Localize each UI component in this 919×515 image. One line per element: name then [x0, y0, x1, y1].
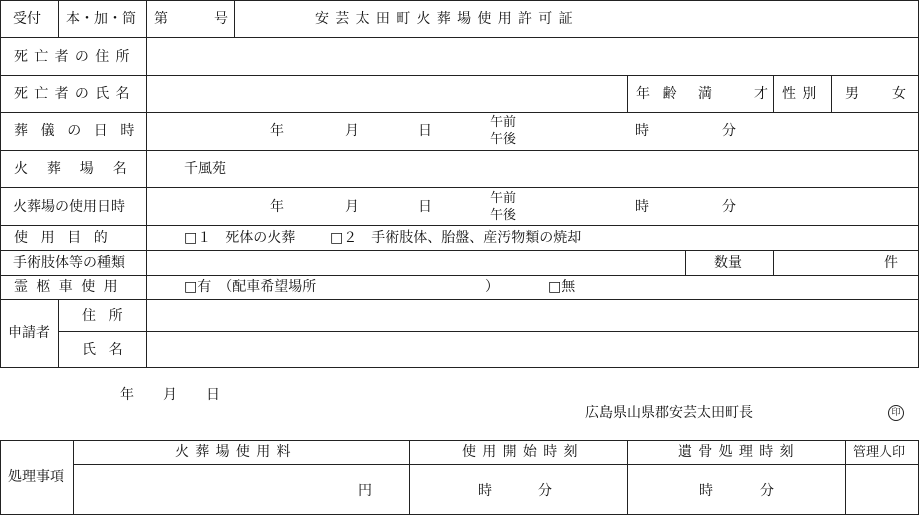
hearse-label: 霊柩車使用	[14, 279, 126, 295]
rule	[0, 37, 919, 38]
branch-label: 本・加・筒	[66, 11, 136, 27]
crematorium-name-value: 千風苑	[184, 161, 226, 177]
rule	[685, 250, 686, 275]
rule	[831, 75, 832, 112]
page-title: 安芸太田町火葬場使用許可証	[315, 11, 579, 27]
age-unit: 才	[754, 86, 768, 102]
receipt-label: 受付	[13, 11, 41, 27]
rule	[58, 299, 59, 368]
start-minute: 分	[538, 483, 552, 499]
funeral-hour: 時	[635, 123, 649, 139]
applicant-label: 申請者	[8, 325, 50, 341]
sex-male: 男	[845, 86, 859, 102]
bone-minute: 分	[760, 483, 774, 499]
purpose-label: 使用目的	[14, 230, 121, 246]
bone-time-header: 遺骨処理時刻	[678, 444, 800, 460]
fee-yen: 円	[358, 483, 372, 499]
hearse-no-option[interactable]: □無	[548, 279, 576, 295]
crematorium-name-label: 火葬場名	[14, 161, 146, 177]
usage-datetime-label: 火葬場の使用日時	[13, 199, 125, 215]
rule	[0, 112, 919, 113]
rule	[773, 250, 774, 275]
sex-label: 性別	[782, 86, 823, 102]
rule	[845, 440, 846, 515]
rule	[146, 0, 147, 368]
limb-type-label: 手術肢体等の種類	[13, 255, 125, 271]
usage-am: 午前	[490, 191, 517, 206]
issue-year: 年	[120, 387, 134, 403]
funeral-day: 日	[418, 123, 432, 139]
age-prefix: 満	[698, 86, 712, 102]
age-label: 年齢	[636, 86, 690, 102]
rule	[627, 440, 628, 515]
usage-year: 年	[270, 199, 284, 215]
rule	[0, 250, 919, 251]
issuer-name: 広島県山県郡安芸太田町長	[585, 405, 753, 421]
funeral-year: 年	[270, 123, 284, 139]
rule	[409, 440, 410, 515]
funeral-datetime-label: 葬儀の日時	[14, 123, 147, 139]
rule	[73, 440, 74, 515]
rule	[0, 275, 919, 276]
number-suffix: 号	[214, 11, 228, 27]
usage-minute: 分	[722, 199, 736, 215]
rule	[627, 75, 628, 112]
rule	[0, 225, 919, 226]
funeral-pm: 午後	[490, 132, 517, 147]
quantity-unit: 件	[884, 255, 898, 271]
rule	[58, 331, 919, 332]
issue-month: 月	[163, 387, 177, 403]
funeral-minute: 分	[722, 123, 736, 139]
number-prefix: 第	[154, 11, 168, 27]
purpose-option-cremation[interactable]: □１ 死体の火葬	[184, 230, 296, 246]
manager-seal-header: 管理人印	[853, 445, 906, 460]
rule	[0, 187, 919, 188]
usage-day: 日	[418, 199, 432, 215]
rule	[0, 75, 919, 76]
rule	[58, 0, 59, 37]
usage-month: 月	[345, 199, 359, 215]
deceased-address-label: 死亡者の住所	[14, 49, 136, 65]
processing-label: 処理事項	[8, 469, 64, 485]
funeral-month: 月	[345, 123, 359, 139]
applicant-address-label: 住所	[82, 308, 136, 324]
start-hour: 時	[478, 483, 492, 499]
funeral-am: 午前	[490, 115, 517, 130]
deceased-name-label: 死亡者の氏名	[14, 86, 136, 102]
applicant-name-label: 氏名	[82, 342, 136, 358]
fee-header: 火葬場使用料	[175, 444, 297, 460]
hearse-yes-option[interactable]: □有 （配車希望場所	[184, 279, 317, 295]
sex-female: 女	[892, 86, 906, 102]
rule	[234, 0, 235, 37]
quantity-label: 数量	[714, 255, 742, 271]
issue-day: 日	[206, 387, 220, 403]
rule	[73, 464, 919, 465]
hearse-paren-close: ）	[485, 279, 499, 295]
usage-hour: 時	[635, 199, 649, 215]
bone-hour: 時	[699, 483, 713, 499]
purpose-option-incineration[interactable]: □２ 手術肢体、胎盤、産汚物類の焼却	[330, 230, 582, 246]
rule	[0, 299, 919, 300]
start-time-header: 使用開始時刻	[462, 444, 584, 460]
seal-mark: 印	[888, 405, 904, 421]
rule	[0, 150, 919, 151]
usage-pm: 午後	[490, 208, 517, 223]
rule	[773, 75, 774, 112]
